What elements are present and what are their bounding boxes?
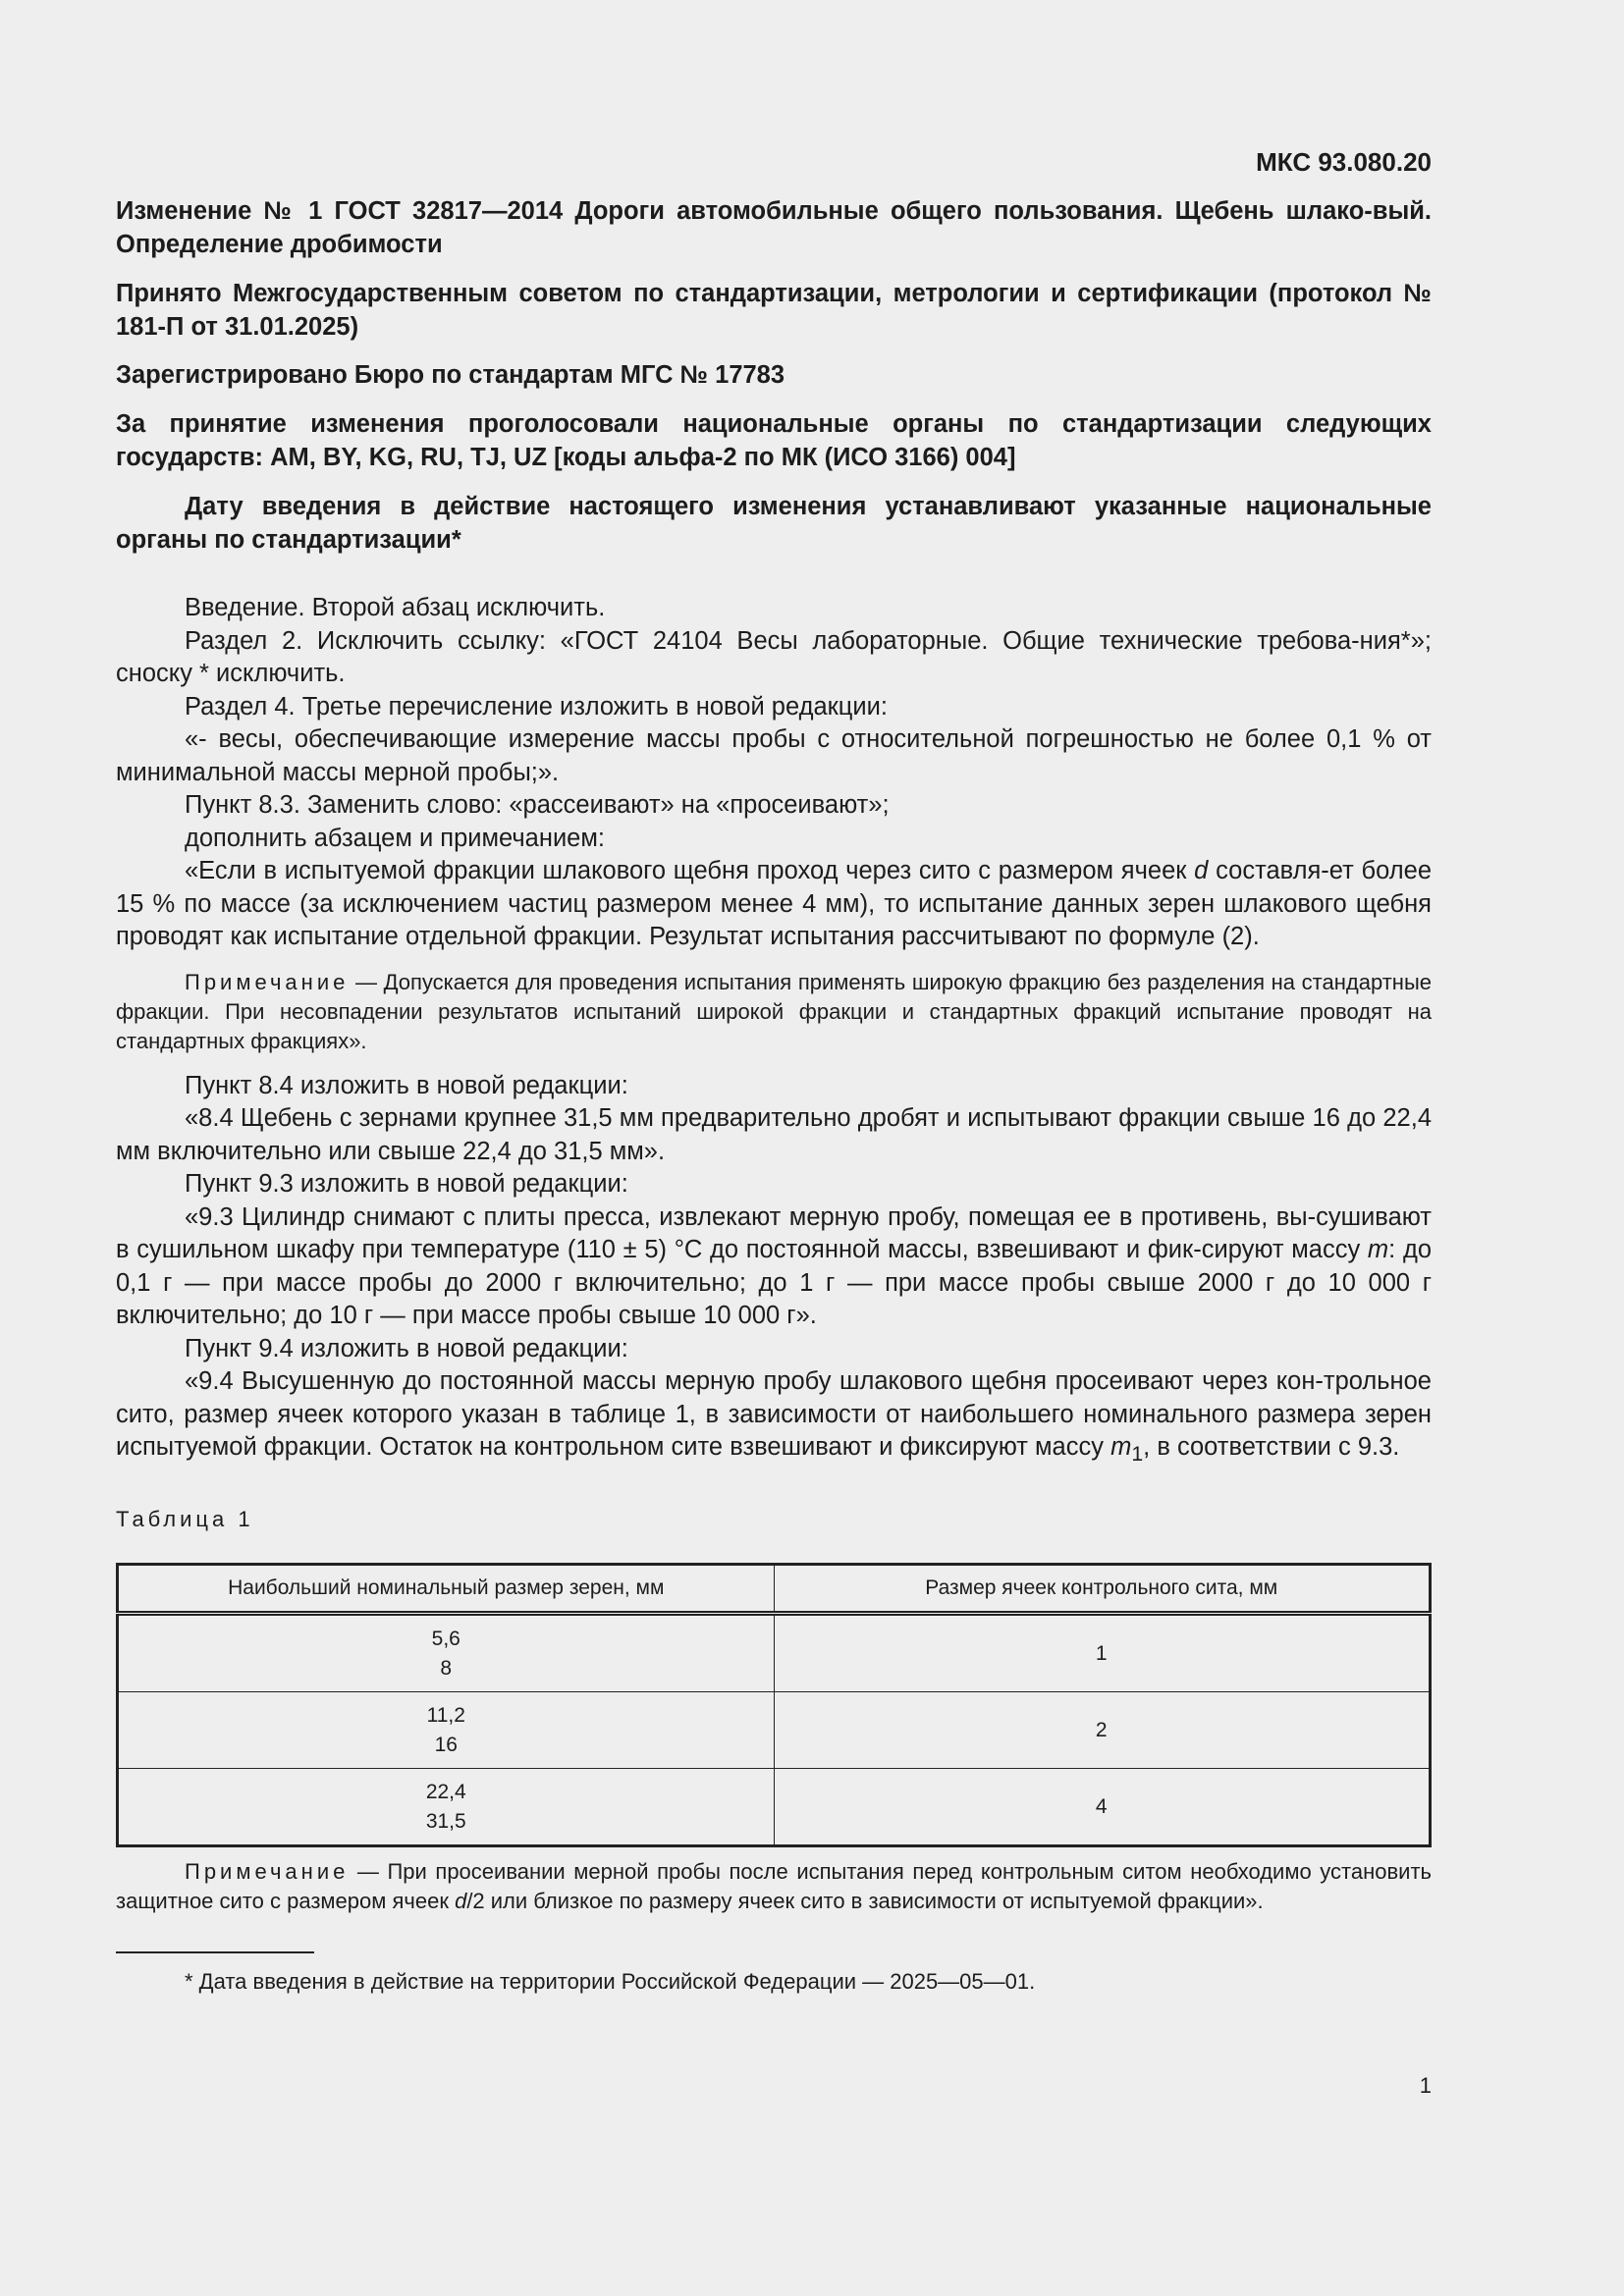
- page-number: 1: [1419, 2073, 1432, 2098]
- table-header-row: [118, 1565, 1431, 1614]
- paragraph: «- весы, обеспечивающие измерение массы пробы с относительной погрешностью не более 0,1 % от минимальной массы мерной пробы;».: [116, 725, 1432, 786]
- mesh-size-cell: 1: [774, 1614, 1431, 1692]
- note-text: — При просеивании мерной пробы после испытания перед контрольным ситом необходимо установить защитное сито с размером ячеек: [116, 1859, 1432, 1914]
- table-row: [118, 1692, 1431, 1769]
- note-label: Примечание: [185, 969, 350, 994]
- introduction-date-statement: Дату введения в действие настоящего изменения устанавливают указанные национальные органы по стандартизации*: [116, 493, 1432, 554]
- cell-value: 31,5: [425, 1809, 466, 1833]
- paragraph: дополнить абзацем и примечанием:: [185, 824, 605, 852]
- cell-value: 5,6: [431, 1627, 460, 1650]
- amendment-body: [116, 592, 1432, 1997]
- variable-d: d: [1194, 857, 1209, 884]
- mesh-size-cell: 4: [774, 1769, 1431, 1846]
- adopted-statement: Принято Межгосударственным советом по стандартизации, метрологии и сертификации (протокол № 181-П от 31.01.2025): [116, 280, 1432, 341]
- voting-statement: За принятие изменения проголосовали национальные органы по стандартизации следующих государств: AM, BY, KG, RU, TJ, UZ [коды альфа-2 по МК (ИСО 3166) 004]: [116, 410, 1432, 471]
- column-header-grain-size: Наибольший номинальный размер зерен, мм: [118, 1565, 775, 1614]
- column-header-mesh-size: Размер ячеек контрольного сита, мм: [774, 1565, 1431, 1614]
- footnote: * Дата введения в действие на территории Российской Федерации — 2025—05—01.: [185, 1969, 1036, 1995]
- text-run: «Если в испытуемой фракции шлакового щебня проход через сито с размером ячеек: [185, 857, 1195, 884]
- paragraph: Раздел 4. Третье перечисление изложить в новой редакции:: [185, 692, 888, 721]
- cell-value: 16: [434, 1733, 458, 1756]
- note-text: /2 или близкое по размеру ячеек сито в зависимости от испытуемой фракции».: [466, 1889, 1264, 1914]
- variable-m: m: [1367, 1236, 1389, 1263]
- subscript: 1: [1131, 1442, 1144, 1467]
- paragraph: Пункт 9.3 изложить в новой редакции:: [185, 1170, 628, 1198]
- paragraph: [116, 1201, 1432, 1333]
- paragraph: «8.4 Щебень с зернами крупнее 31,5 мм предварительно дробят и испытывают фракции свыше 16 до 22,4 мм включительно или свыше 22,4 до 31,5 мм».: [116, 1104, 1432, 1165]
- text-run: составля-ет более 15 % по массе (за исключением частиц размером менее 4 мм), то испытание данных зерен шлакового щебня проводят как испытание отдельной фракции. Результат испытания рассчитывают по формуле (2).: [116, 857, 1432, 950]
- cell-value: 22,4: [425, 1780, 466, 1803]
- paragraph: Пункт 8.3. Заменить слово: «рассеивают» на «просеивают»;: [185, 791, 890, 819]
- note-text: — Допускается для проведения испытания применять широкую фракцию без разделения на стандартные фракции. При несовпадении результатов испытаний широкой фракции и стандартных фракций испытание проводят на стандартных фракциях».: [116, 969, 1432, 1053]
- paragraph: [116, 855, 1432, 954]
- paragraph: Раздел 2. Исключить ссылку: «ГОСТ 24104 Весы лабораторные. Общие технические требова-ния*»; сноску * исключить.: [116, 626, 1432, 687]
- paragraph: Пункт 9.4 изложить в новой редакции:: [185, 1334, 628, 1362]
- mesh-size-cell: 2: [774, 1692, 1431, 1769]
- registration-statement: Зарегистрировано Бюро по стандартам МГС № 17783: [116, 361, 785, 389]
- grain-size-cell: [118, 1769, 775, 1846]
- variable-d: d: [455, 1889, 467, 1914]
- cell-value: 8: [440, 1656, 453, 1680]
- text-run: «9.4 Высушенную до постоянной массы мерную пробу шлакового щебня просеивают через кон-трольное сито, размер ячеек которого указан в таблице 1, в зависимости от наибольшего номинального размера зерен испытуемой фракции. Остаток на контрольном сите взвешивают и фиксируют массу: [116, 1367, 1432, 1461]
- paragraph: Пункт 8.4 изложить в новой редакции:: [185, 1071, 628, 1099]
- text-run: , в соответствии с 9.3.: [1143, 1433, 1400, 1461]
- mks-code: МКС 93.080.20: [1256, 147, 1432, 177]
- text-run: : до 0,1 г — при массе пробы до 2000 г включительно; до 1 г — при массе пробы свыше 2000 г до 10 000 г включительно; до 10 г — при массе пробы свыше 10 000 г».: [116, 1236, 1432, 1329]
- table-1: [116, 1563, 1432, 1847]
- amendment-title: Изменение № 1 ГОСТ 32817—2014 Дороги автомобильные общего пользования. Щебень шлако-вый. Определение дробимости: [116, 197, 1432, 258]
- note-2: [116, 1857, 1432, 1916]
- table-row: [118, 1614, 1431, 1692]
- table-caption: Таблица 1: [116, 1506, 254, 1531]
- table-row: [118, 1769, 1431, 1846]
- cell-value: 11,2: [426, 1703, 465, 1727]
- paragraph: Введение. Второй абзац исключить.: [185, 594, 606, 621]
- variable-m1: m: [1110, 1433, 1132, 1461]
- note-1: [116, 968, 1432, 1056]
- grain-size-cell: [118, 1614, 775, 1692]
- grain-size-cell: [118, 1692, 775, 1769]
- footnote-separator: [116, 1951, 314, 1953]
- note-label: Примечание: [185, 1859, 350, 1885]
- text-run: «9.3 Цилиндр снимают с плиты пресса, извлекают мерную пробу, помещая ее в противень, вы-сушивают в сушильном шкафу при температуре (110 ± 5) °С до постоянной массы, взвешивают и фик-сируют массу: [116, 1202, 1432, 1263]
- paragraph: [116, 1365, 1432, 1471]
